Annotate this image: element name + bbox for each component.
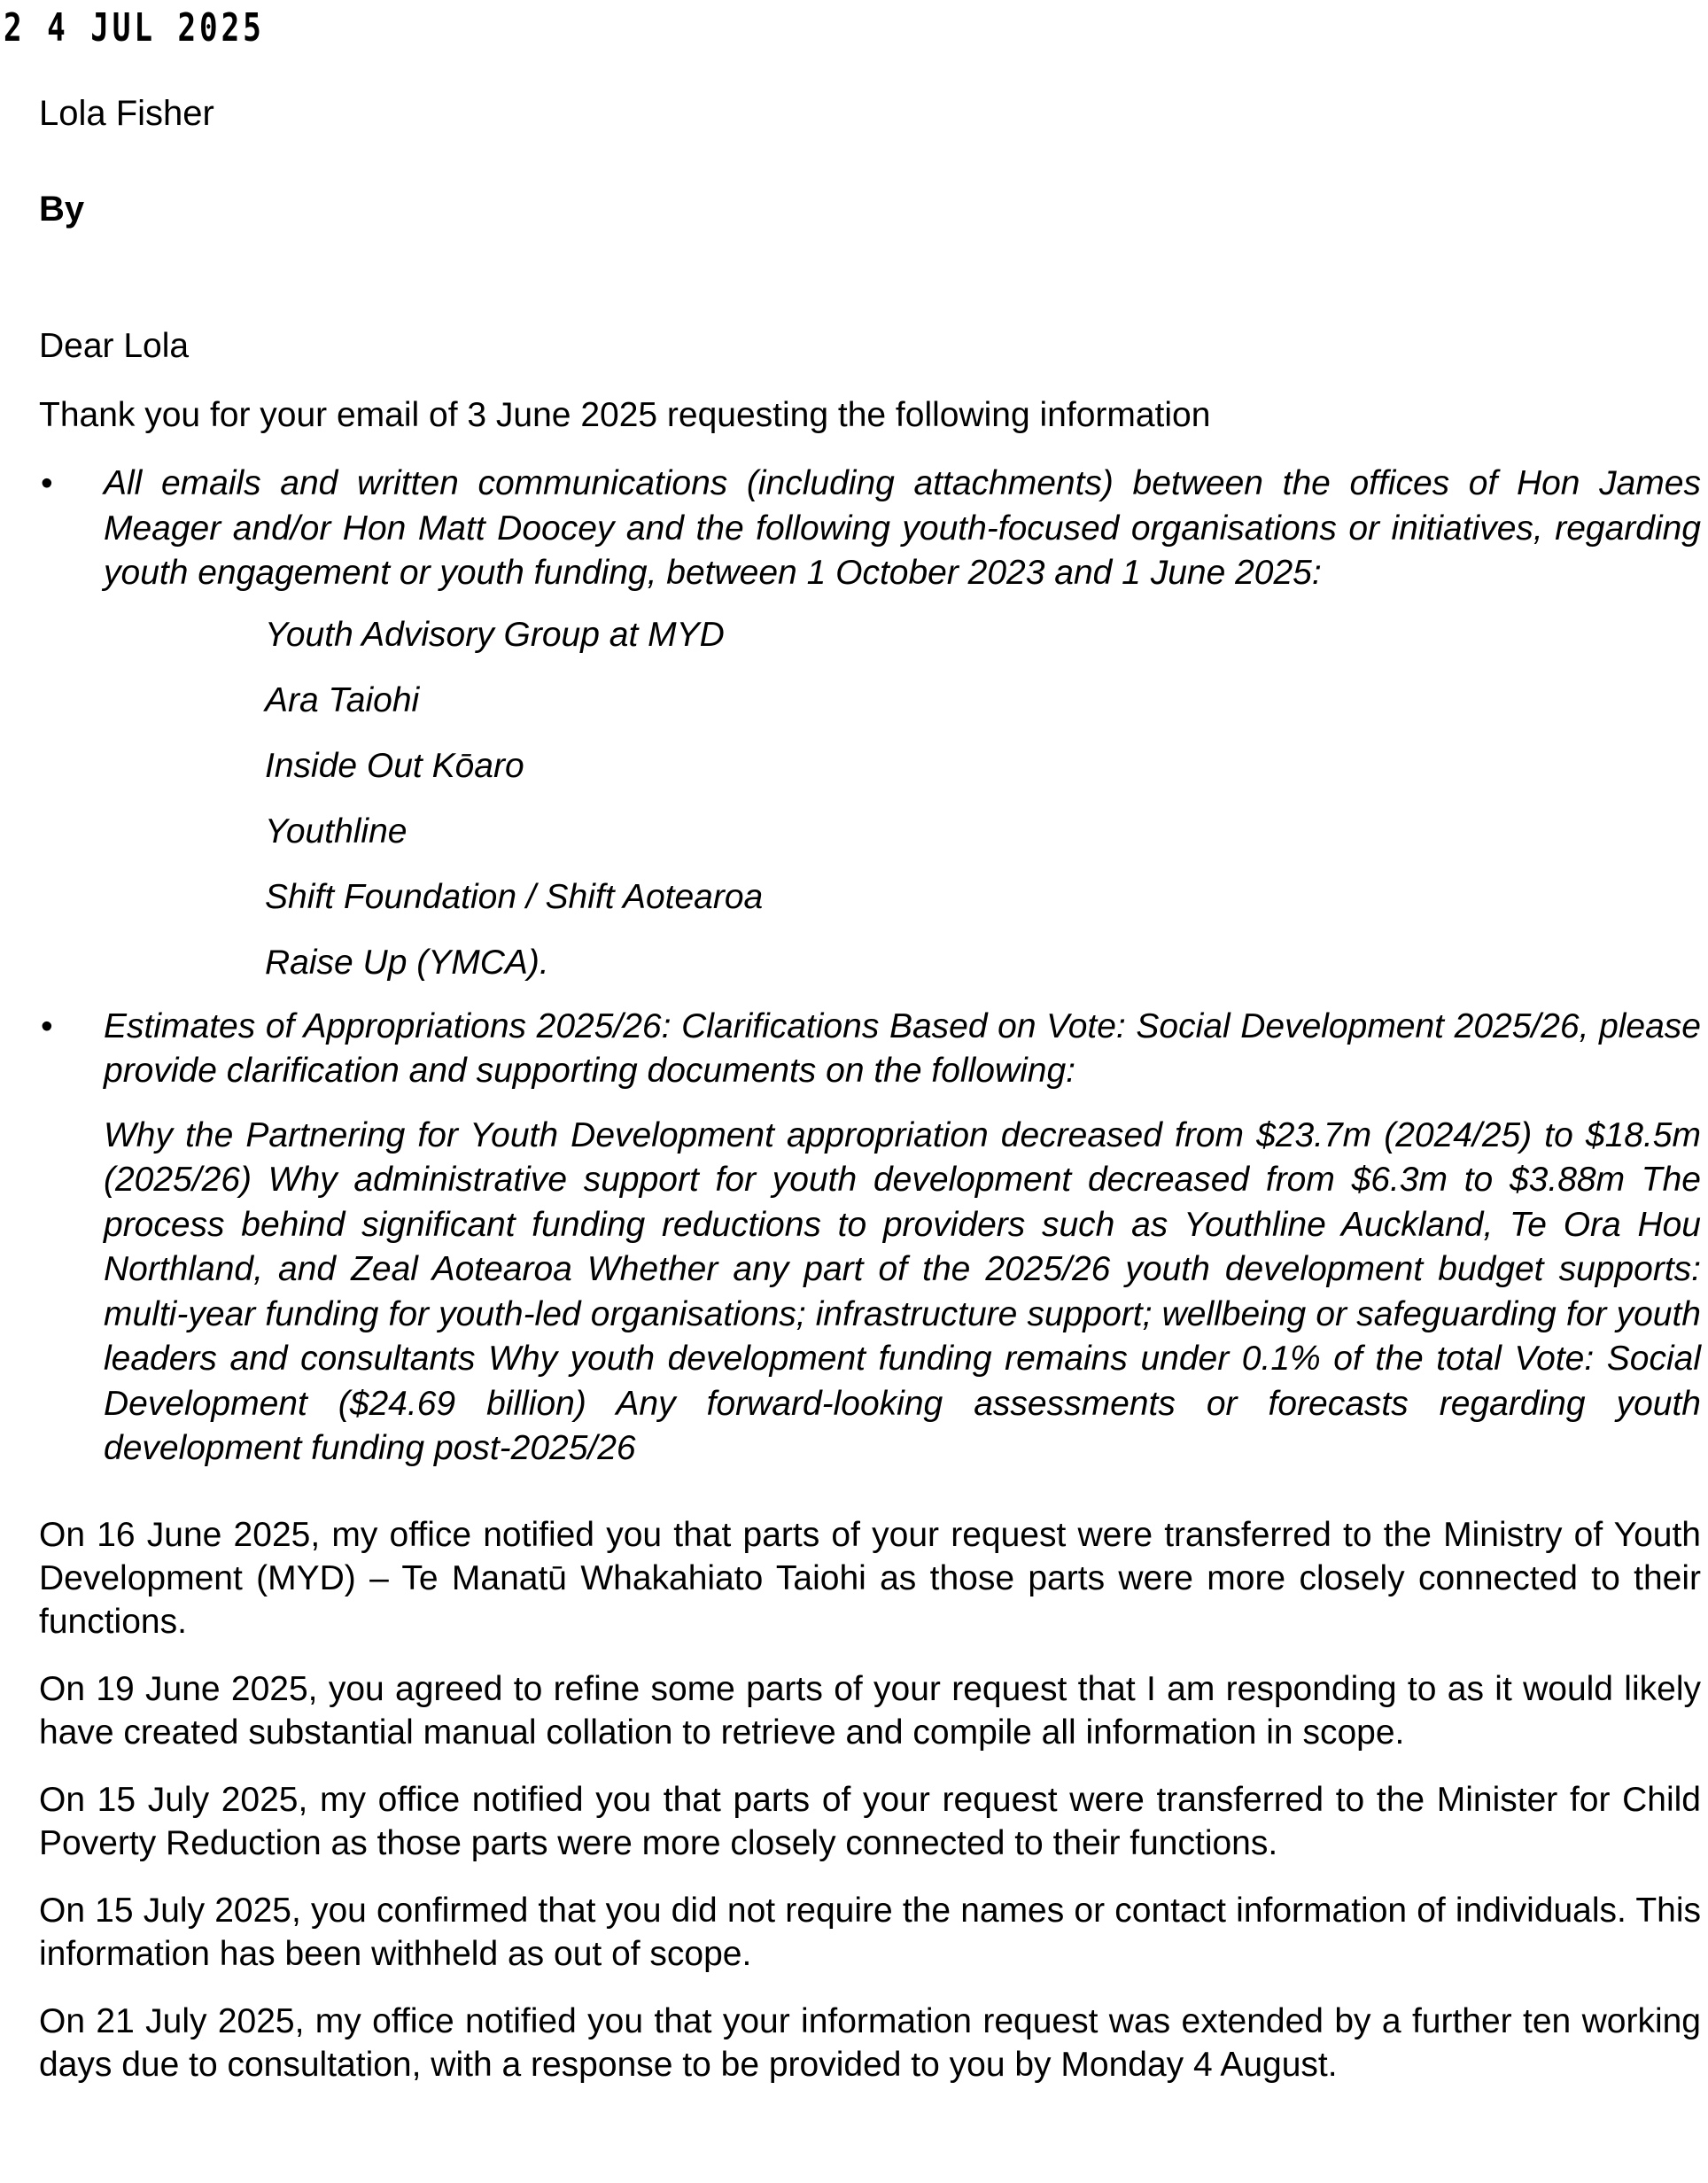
organisation-item: Youth Advisory Group at MYD <box>265 615 725 654</box>
bullet-icon: • <box>41 1006 53 1045</box>
clarification-details: Why the Partnering for Youth Development appropriation decreased from $23.7m (2024/25) to $18.5m (2025/26) Why administrative support for youth development decreased from $6.3m to $3.88m The process behind significant funding reductions to providers such as Youthline Auckland, Te Ora Hou Northland, and Zeal Aotearoa Whether any part of the 2025/26 youth development budget supports: multi-year funding for youth-led organisations; infrastructure support; wellbeing or safeguarding for youth leaders and consultants Why youth development funding remains under 0.1% of the total Vote: Social Development ($24.69 billion) Any forward-looking assessments or forecasts regarding youth development funding post-2025/26 <box>104 1115 1701 1467</box>
letter-body <box>39 324 1701 2110</box>
bullet-icon: • <box>41 464 53 502</box>
paragraph-transfer-myd: On 16 June 2025, my office notified you that parts of your request were transferred to the Ministry of Youth Development (MYD) – Te Manatū Whakahiato Taiohi as those parts were more closely connected to their functions. <box>39 1515 1701 1641</box>
recipient-name: Lola Fisher <box>39 94 214 133</box>
organisation-item: Inside Out Kōaro <box>265 746 524 785</box>
salutation: Dear Lola <box>39 327 190 365</box>
request-item-text: All emails and written communications (including attachments) between the offices of Hon James Meager and/or Hon Matt Doocey and the following youth-focused organisations or initiatives, regarding youth engagement or youth funding, between 1 October 2023 and 1 June 2025: <box>104 464 1701 592</box>
organisation-item: Youthline <box>265 812 408 851</box>
paragraph-refinement: On 19 June 2025, you agreed to refine some parts of your request that I am responding to as it would likely have created substantial manual collation to retrieve and compile all information in scope. <box>39 1669 1701 1752</box>
paragraph-transfer-minister: On 15 July 2025, my office notified you that parts of your request were transferred to the Minister for Child Poverty Reduction as those parts were more closely connected to their functions. <box>39 1780 1701 1862</box>
request-item-text: Estimates of Appropriations 2025/26: Clarifications Based on Vote: Social Development 2025/26, please provide clarification and supporting documents on the following: <box>104 1006 1701 1090</box>
organisation-item: Raise Up (YMCA). <box>265 943 549 982</box>
date-received-stamp: 2 4 JUL 2025 <box>4 5 265 50</box>
request-item-communications <box>39 462 1701 985</box>
organisation-item: Shift Foundation / Shift Aotearoa <box>265 877 764 916</box>
paragraph-out-of-scope: On 15 July 2025, you confirmed that you did not require the names or contact information of individuals. This information has been withheld as out of scope. <box>39 1891 1701 1973</box>
intro-paragraph: Thank you for your email of 3 June 2025 requesting the following information <box>39 396 1211 434</box>
organisation-list <box>104 613 1701 985</box>
paragraph-extension: On 21 July 2025, my office notified you that your information request was extended by a further ten working days due to consultation, with a response to be provided to you by Monday 4 August. <box>39 2001 1701 2084</box>
delivery-method-label: By <box>39 190 85 229</box>
organisation-item: Ara Taiohi <box>265 680 420 719</box>
request-item-estimates <box>39 1005 1701 1094</box>
